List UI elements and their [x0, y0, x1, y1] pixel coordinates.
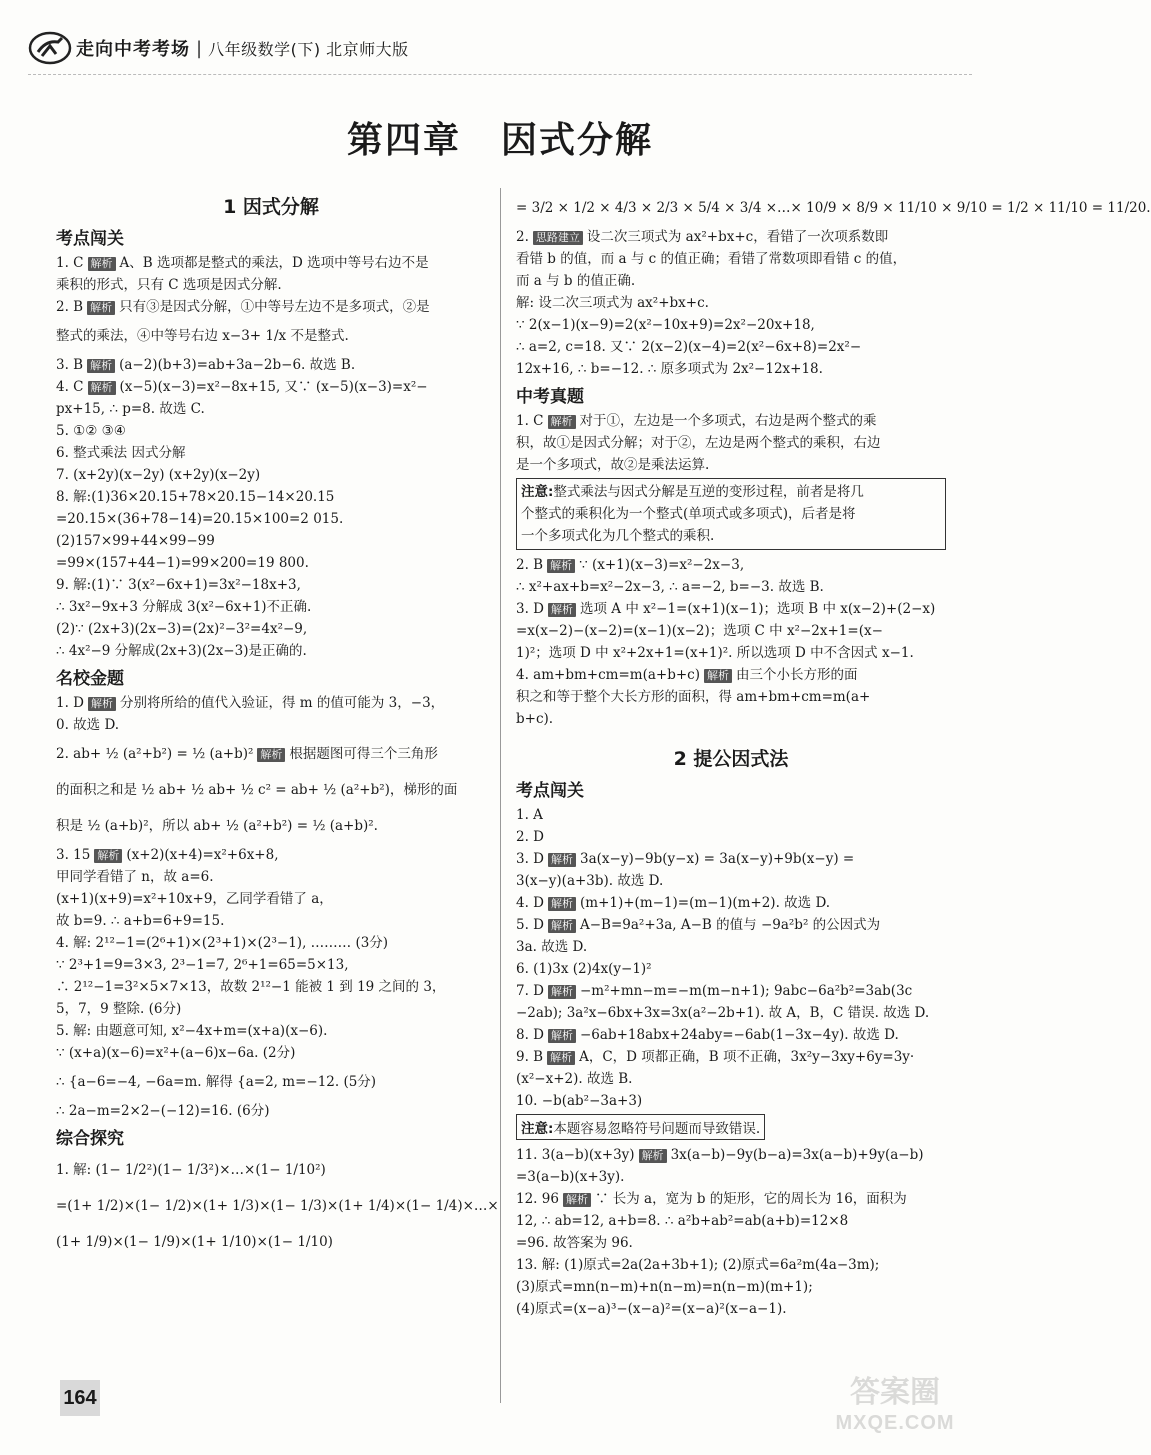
book-title: 八年级数学(下) 北京师大版	[208, 39, 409, 59]
answer-line: 3. 15 解析 (x+2)(x+4)=x²+6x+8,	[56, 847, 279, 863]
answer-line: 5. 解: 由题意可知, x²−4x+m=(x+a)(x−6).	[56, 1023, 328, 1039]
answer-line: 2. D	[516, 829, 544, 845]
analysis-tag: 解析	[87, 359, 115, 373]
answer-line: 是一个多项式，故②是乘法运算.	[516, 457, 710, 473]
answer-line: 1. 解: (1− 1/2²)(1− 1/3²)×…×(1− 1/10²)	[56, 1162, 326, 1178]
answer-line: 甲同学看错了 n，故 a=6.	[56, 869, 214, 885]
section-title: 1 因式分解	[223, 196, 319, 218]
answer-line: ∵ 2(x−1)(x−9)=2(x²−10x+9)=2x²−20x+18,	[516, 317, 815, 333]
subheading-kaodian: 考点闯关	[56, 229, 124, 249]
answer-line: 4. am+bm+cm=m(a+b+c) 解析 由三个小长方形的面	[516, 667, 858, 683]
answer-line: 而 a 与 b 的值正确.	[516, 273, 636, 289]
answer-line: ∵ (x+a)(x−6)=x²+(a−6)x−6a. (2分)	[56, 1045, 296, 1061]
answer-line: 积，故①是因式分解；对于②，左边是两个整式的乘积，右边	[516, 435, 881, 451]
note-label: 注意:	[521, 484, 554, 500]
answer-line: =99×(157+44−1)=99×200=19 800.	[56, 555, 309, 571]
answer-line: =(1+ 1/2)×(1− 1/2)×(1+ 1/3)×(1− 1/3)×(1+ 1/4)×(1− 1/4)×…×	[56, 1198, 499, 1214]
answer-line: 13. 解: (1)原式=2a(2a+3b+1); (2)原式=6a²m(4a−3m);	[516, 1257, 880, 1273]
answer-line: 10. −b(ab²−3a+3)	[516, 1093, 643, 1109]
analysis-tag: 解析	[548, 603, 576, 617]
analysis-tag: 解析	[88, 697, 116, 711]
analysis-tag: 解析	[704, 669, 732, 683]
answer-line: = 3/2 × 1/2 × 4/3 × 2/3 × 5/4 × 3/4 ×…× 10/9 × 8/9 × 11/10 × 9/10 = 1/2 × 11/10 = 11/20.	[516, 200, 1151, 216]
analysis-tag: 解析	[88, 257, 116, 271]
analysis-tag: 解析	[547, 1051, 575, 1065]
answer-line: ∴ a=2, c=18. 又∵ 2(x−2)(x−4)=2(x²−6x+8)=2x²−	[516, 339, 862, 355]
answer-line: 5，7，9 整除. (6分)	[56, 1001, 182, 1017]
answer-line: =3(a−b)(x+3y).	[516, 1169, 625, 1185]
analysis-tag: 解析	[639, 1149, 667, 1163]
chapter-number: 第四章	[346, 119, 461, 161]
analysis-tag: 解析	[94, 849, 122, 863]
answer-line: 4. 解: 2¹²−1=(2⁶+1)×(2³+1)×(2³−1), ……… (3分)	[56, 935, 389, 951]
analysis-tag: 解析	[548, 415, 576, 429]
answer-line: 8. D 解析 −6ab+18abx+24aby=−6ab(1−3x−4y). 故选 D.	[516, 1027, 899, 1043]
answer-line: 6. 整式乘法 因式分解	[56, 445, 186, 461]
answer-line: ∴ 4x²−9 分解成(2x+3)(2x−3)是正确的.	[56, 643, 307, 659]
brand-name: 走向中考考场	[76, 39, 190, 60]
answer-line: 9. 解:(1)∵ 3(x²−6x+1)=3x²−18x+3,	[56, 577, 301, 593]
answer-line: 积之和等于整个大长方形的面积，得 am+bm+cm=m(a+	[516, 689, 871, 705]
book-header	[28, 28, 588, 68]
answer-line: (1+ 1/9)×(1− 1/9)×(1+ 1/10)×(1− 1/10)	[56, 1234, 333, 1250]
answer-line: 1. C 解析 A、B 选项都是整式的乘法，D 选项中等号右边不是	[56, 255, 429, 271]
analysis-tag: 解析	[548, 919, 576, 933]
answer-line: 9. B 解析 A，C，D 项都正确，B 项不正确，3x²y−3xy+6y=3y·	[516, 1049, 915, 1065]
answer-line: ∵ 2³+1=9=3×3, 2³−1=7, 2⁶+1=65=5×13,	[56, 957, 349, 973]
answer-line: 2. 思路建立 设二次三项式为 ax²+bx+c，看错了一次项系数即	[516, 229, 889, 245]
column-divider	[500, 188, 501, 1403]
answer-line: 5. ①② ③④	[56, 423, 126, 439]
chapter-name: 因式分解	[501, 119, 654, 161]
subheading-zhongkao: 中考真题	[516, 387, 584, 407]
answer-line: 7. D 解析 −m²+mn−m=−m(m−n+1); 9abc−6a²b²=3ab(3c	[516, 983, 913, 999]
page-number: 164	[60, 1380, 100, 1416]
answer-line: =96. 故答案为 96.	[516, 1235, 633, 1251]
runner-logo-icon	[28, 30, 72, 66]
right-column	[516, 190, 1151, 1320]
answer-line: (2)∵ (2x+3)(2x−3)=(2x)²−3²=4x²−9,	[56, 621, 308, 637]
answer-line: 3. D 解析 3a(x−y)−9b(y−x) = 3a(x−y)+9b(x−y) =	[516, 851, 855, 867]
answer-line: 4. C 解析 (x−5)(x−3)=x²−8x+15, 又∵ (x−5)(x−3)=x²−	[56, 379, 428, 395]
answer-line: 4. D 解析 (m+1)+(m−1)=(m−1)(m+2). 故选 D.	[516, 895, 831, 911]
answer-line: (2)157×99+44×99−99	[56, 533, 215, 549]
subheading-mingxiao: 名校金题	[56, 669, 124, 689]
idea-tag: 思路建立	[533, 231, 583, 245]
answer-line: ∴ 2a−m=2×2−(−12)=16. (6分)	[56, 1103, 270, 1119]
answer-line: 的面积之和是 ½ ab+ ½ ab+ ½ c² = ab+ ½ (a²+b²)，梯形的面	[56, 782, 458, 798]
answer-line: 故 b=9. ∴ a+b=6+9=15.	[56, 913, 225, 929]
answer-line: 3(x−y)(a+3b). 故选 D.	[516, 873, 664, 889]
subheading-kaodian-2: 考点闯关	[516, 781, 584, 801]
answer-line: (x+1)(x+9)=x²+10x+9，乙同学看错了 a，	[56, 891, 333, 907]
answer-line: 3a. 故选 D.	[516, 939, 588, 955]
subheading-zonghe: 综合探究	[56, 1129, 124, 1149]
answer-line: 解: 设二次三项式为 ax²+bx+c.	[516, 295, 709, 311]
answer-line: 3. B 解析 (a−2)(b+3)=ab+3a−2b−6. 故选 B.	[56, 357, 356, 373]
header-separator: |	[196, 37, 203, 59]
answer-line: 看错 b 的值，而 a 与 c 的值正确；看错了常数项即看错 c 的值，	[516, 251, 907, 267]
analysis-tag: 解析	[88, 381, 116, 395]
answer-line: 2. B 解析 只有③是因式分解，①中等号左边不是多项式，②是	[56, 299, 430, 315]
analysis-tag: 解析	[548, 985, 576, 999]
answer-line: 1)²；选项 D 中 x²+2x+1=(x+1)². 所以选项 D 中不含因式 x−1.	[516, 645, 914, 661]
answer-line: ∴ x²+ax+b=x²−2x−3, ∴ a=−2, b=−3. 故选 B.	[516, 579, 824, 595]
note-label: 注意:	[521, 1121, 554, 1137]
answer-line: 0. 故选 D.	[56, 717, 120, 733]
answer-line: 6. (1)3x (2)4x(y−1)²	[516, 961, 652, 977]
analysis-tag: 解析	[257, 748, 285, 762]
answer-line: ∴ 3x²−9x+3 分解成 3(x²−6x+1)不正确.	[56, 599, 312, 615]
note-box-2: 注意:本题容易忽略符号问题而导致错误.	[516, 1114, 765, 1140]
answer-line: (x²−x+2). 故选 B.	[516, 1071, 633, 1087]
analysis-tag: 解析	[548, 1029, 576, 1043]
note-box: 注意:整式乘法与因式分解是互逆的变形过程，前者是将几 个整式的乘积化为一个整式(单项式或多项式)，后者是将 一个多项式化为几个整式的乘积.	[516, 478, 946, 550]
answer-line: =x(x−2)−(x−2)=(x−1)(x−2)；选项 C 中 x²−2x+1=(x−	[516, 623, 883, 639]
answer-line: =20.15×(36+78−14)=20.15×100=2 015.	[56, 511, 344, 527]
answer-line: 3. D 解析 选项 A 中 x²−1=(x+1)(x−1)；选项 B 中 x(x−2)+(2−x)	[516, 601, 936, 617]
answer-line: 12x+16, ∴ b=−12. ∴ 原多项式为 2x²−12x+18.	[516, 361, 823, 377]
answer-line: 2. ab+ ½ (a²+b²) = ½ (a+b)² 解析 根据题图可得三个三角形	[56, 746, 438, 762]
answer-line: (3)原式=mn(n−m)+n(n−m)=n(n−m)(m+1);	[516, 1279, 813, 1295]
chapter-title	[0, 112, 1000, 163]
analysis-tag: 解析	[563, 1193, 591, 1207]
watermark-logo: 答案圈 MXQE.COM	[835, 1375, 955, 1434]
answer-line: 7. (x+2y)(x−2y) (x+2y)(x−2y)	[56, 467, 261, 483]
answer-line: 2. B 解析 ∵ (x+1)(x−3)=x²−2x−3,	[516, 557, 745, 573]
analysis-tag: 解析	[548, 853, 576, 867]
section-title-2: 2 提公因式法	[673, 748, 789, 770]
answer-line: ∴ 2¹²−1=3²×5×7×13，故数 2¹²−1 能被 1 到 19 之间的 3，	[56, 979, 446, 995]
answer-line: 整式的乘法，④中等号右边 x−3+ 1/x 不是整式.	[56, 328, 349, 344]
answer-line: px+15, ∴ p=8. 故选 C.	[56, 401, 205, 417]
analysis-tag: 解析	[547, 559, 575, 573]
answer-line: ∴ {a−6=−4, −6a=m. 解得 {a=2, m=−12. (5分)	[56, 1074, 377, 1090]
answer-line: 1. D 解析 分别将所给的值代入验证，得 m 的值可能为 3，−3，	[56, 695, 445, 711]
answer-line: 12, ∴ ab=12, a+b=8. ∴ a²b+ab²=ab(a+b)=12×8	[516, 1213, 849, 1229]
analysis-tag: 解析	[87, 301, 115, 315]
answer-line: 乘积的形式，只有 C 选项是因式分解.	[56, 277, 282, 293]
answer-line: b+c).	[516, 711, 554, 727]
analysis-tag: 解析	[548, 897, 576, 911]
answer-line: 5. D 解析 A−B=9a²+3a, A−B 的值与 −9a²b² 的公因式为	[516, 917, 881, 933]
answer-line: 8. 解:(1)36×20.15+78×20.15−14×20.15	[56, 489, 335, 505]
answer-line: 11. 3(a−b)(x+3y) 解析 3x(a−b)−9y(b−a)=3x(a−b)+9y(a−b)	[516, 1147, 924, 1163]
answer-line: 1. A	[516, 807, 543, 823]
answer-line: 1. C 解析 对于①，左边是一个多项式，右边是两个整式的乘	[516, 413, 877, 429]
answer-line: 12. 96 解析 ∵ 长为 a，宽为 b 的矩形，它的周长为 16，面积为	[516, 1191, 907, 1207]
answer-line: −2ab); 3a²x−6bx+3x=3x(a²−2b+1). 故 A，B，C 错误. 故选 D.	[516, 1005, 930, 1021]
left-column	[56, 190, 499, 1260]
answer-line: 积是 ½ (a+b)²，所以 ab+ ½ (a²+b²) = ½ (a+b)².	[56, 818, 378, 834]
header-rule	[28, 74, 972, 75]
answer-line: (4)原式=(x−a)³−(x−a)²=(x−a)²(x−a−1).	[516, 1301, 787, 1317]
